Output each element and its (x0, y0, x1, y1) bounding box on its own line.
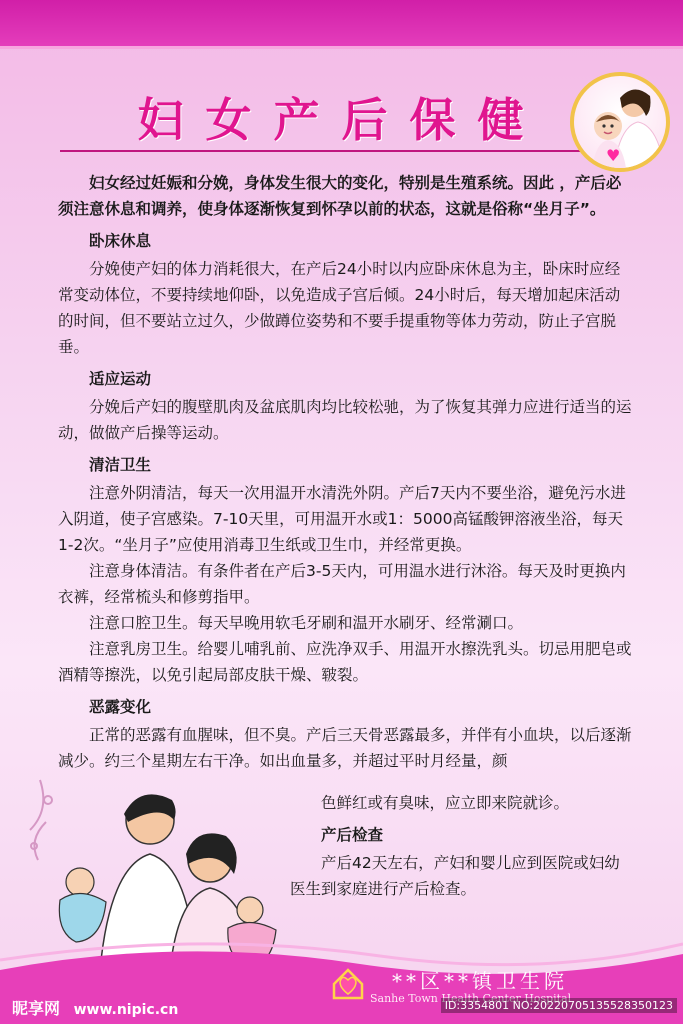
section-paragraph: 注意身体清洁。有条件者在产后3-5天内，可用温水进行沐浴。每天及时更换内衣裤，经常梳头和修剪指甲。 (58, 562, 626, 606)
page-title: 妇女产后保健 (137, 93, 546, 147)
hospital-name-en: Sanhe Town Health Center Hospital (370, 992, 572, 1005)
section-paragraph: 注意口腔卫生。每天早晚用软毛牙刷和温开水刷牙、经常涮口。 (89, 614, 524, 632)
section-paragraph: 分娩使产妇的体力消耗很大，在产后24小时以内应卧床休息为主，卧床时应经常变动体位，不要持续地仰卧，以免造成子宫后倾。24小时后，每天增加起床活动的时间，但不要站立过久，少做蹲位姿势和不要手提重物等体力劳动，防止子宫脱垂。 (58, 260, 621, 356)
section-paragraph: 正常的恶露有血腥味，但不臭。产后三天骨恶露最多，并伴有小血块，以后逐渐减少。约三个星期左右干净。如出血量多，并超过平时月经量，颜 (58, 726, 632, 770)
intro-paragraph: 妇女经过妊娠和分娩，身体发生很大的变化，特别是生殖系统。因此 ，产后必须注意休息和调养，使身体逐渐恢复到怀孕以前的状态，这就是俗称“坐月子”。 (58, 174, 622, 218)
section-heading-lochia: 恶露变化 (89, 698, 152, 716)
watermark-brand: 昵享网 (12, 999, 61, 1018)
section-heading-rest: 卧床休息 (89, 232, 152, 250)
top-band (0, 0, 683, 49)
section-heading-exercise: 适应运动 (89, 370, 152, 388)
section-paragraph: 注意外阴清洁，每天一次用温开水清洗外阴。产后7天内不要坐浴，避免污水进入阴道，使子宫感染。7-10天里，可用温开水或1：5000高锰酸钾溶液坐浴，每天1-2次。“坐月子”应使用消毒卫生纸或卫生巾，并经常更换。 (58, 484, 626, 554)
section-paragraph: 产后42天左右，产妇和婴儿应到医院或妇幼医生到家庭进行产后检查。 (290, 854, 620, 898)
section-paragraph: 注意乳房卫生。给婴儿哺乳前、应洗净双手、用温开水擦洗乳头。切忌用肥皂或酒精等擦洗，以免引起局部皮肤干燥、皲裂。 (58, 640, 632, 684)
hospital-name: **区**镇卫生院 (392, 969, 568, 993)
watermark-url: www.nipic.cn (73, 1002, 179, 1018)
tail-text (290, 790, 630, 902)
section-heading-hygiene: 清洁卫生 (89, 456, 152, 474)
hospital-logo-icon (330, 966, 366, 1002)
title-divider (60, 150, 630, 152)
lochia-continuation: 色鲜红或有臭味，应立即来院就诊。 (321, 794, 570, 812)
section-paragraph: 分娩后产妇的腹壁肌肉及盆底肌肉均比较松驰，为了恢复其弹力应进行适当的运动，做做产后操等运动。 (58, 398, 632, 442)
article-body (58, 170, 633, 774)
heart-icon: ♥ (606, 146, 621, 165)
watermark (12, 996, 178, 1019)
image-id-badge: ID:3354801 NO:20220705135528350123 (441, 998, 677, 1013)
section-heading-checkup: 产后检查 (321, 826, 384, 844)
